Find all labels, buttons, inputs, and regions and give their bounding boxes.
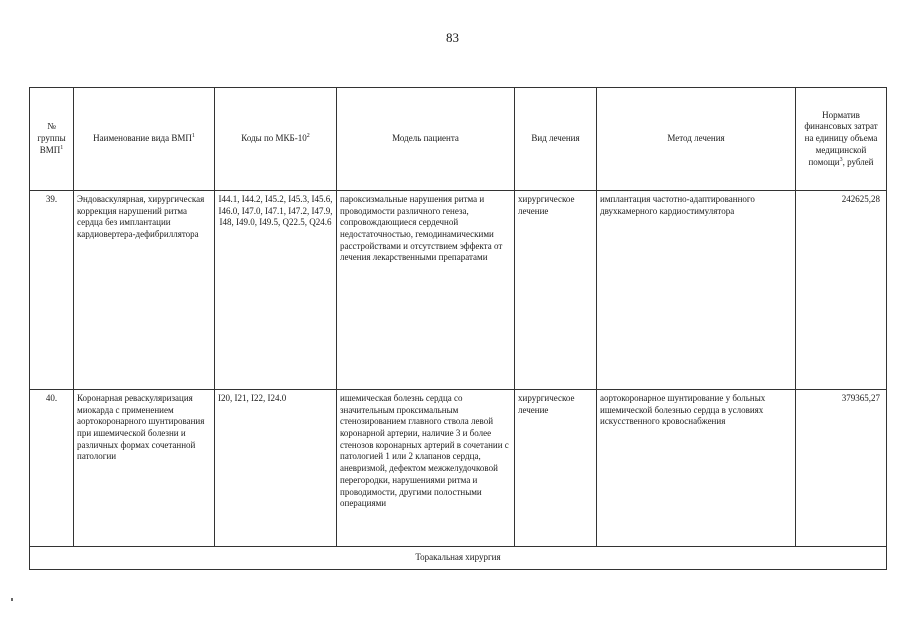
header-icd-codes: Коды по МКБ-$10^2$ <box>215 88 337 191</box>
cell-codes: I44.1, I44.2, I45.2, I45.3, I45.6, I46.0, I47.0, I47.1, I47.2, I47.9, I48, I49.0, I49.5, Q22.5, Q24.6 <box>215 191 337 390</box>
table-row <box>30 191 887 390</box>
cell-cost: 379365,27 <box>796 390 887 547</box>
cell-name: Эндоваскулярная, хирургическая коррекция нарушений ритма сердца без имплантации кардиовертера-дефибриллятора <box>74 191 215 390</box>
cell-method: имплантация частотно-адаптированного двухкамерного кардиостимулятора <box>597 191 796 390</box>
cell-type: хирургическое лечение <box>515 191 597 390</box>
header-treatment-type: Вид лечения <box>515 88 597 191</box>
header-patient-model: Модель пациента <box>337 88 515 191</box>
table-header-row <box>30 88 887 191</box>
vmp-table <box>29 87 887 570</box>
cell-type: хирургическое лечение <box>515 390 597 547</box>
cell-cost: 242625,28 <box>796 191 887 390</box>
cell-model: пароксизмальные нарушения ритма и проводимости различного генеза, сопровождающиеся сердечной недостаточностью, гемодинамическими расстройствами и отсутствием эффекта от лечения лекарственными препаратами <box>337 191 515 390</box>
section-title: Торакальная хирургия <box>30 547 887 570</box>
header-vmp-name: Наименование вида ВМП$^1$ <box>74 88 215 191</box>
section-row <box>30 547 887 570</box>
cell-group: 40. <box>30 390 74 547</box>
page-number: 83 <box>446 30 459 45</box>
header-treatment-method: Метод лечения <box>597 88 796 191</box>
table-row <box>30 390 887 547</box>
header-group-number: № группы ВМП$^1$ <box>30 88 74 191</box>
cell-model: ишемическая болезнь сердца со значительным проксимальным стенозированием главного ствола левой коронарной артерии, наличие 3 и более стенозов коронарных артерий в сочетании с патологией 1 или 2 клапанов сердца, аневризмой, дефектом межжелудочковой перегородки, нарушениями ритма и проводимости, другими полостными операциями <box>337 390 515 547</box>
cell-name: Коронарная реваскуляризация миокарда с применением аортокоронарного шунтирования при ишемической болезни и различных формах сочетанной патологии <box>74 390 215 547</box>
cell-codes: I20, I21, I22, I24.0 <box>215 390 337 547</box>
cell-method: аортокоронарное шунтирование у больных ишемической болезнью сердца в условиях искусственного кровоснабжения <box>597 390 796 547</box>
margin-mark <box>11 598 13 601</box>
header-cost-norm: Норматив финансовых затрат на единицу объема медицинской помощи$^3$, рублей <box>796 88 887 191</box>
cell-group: 39. <box>30 191 74 390</box>
